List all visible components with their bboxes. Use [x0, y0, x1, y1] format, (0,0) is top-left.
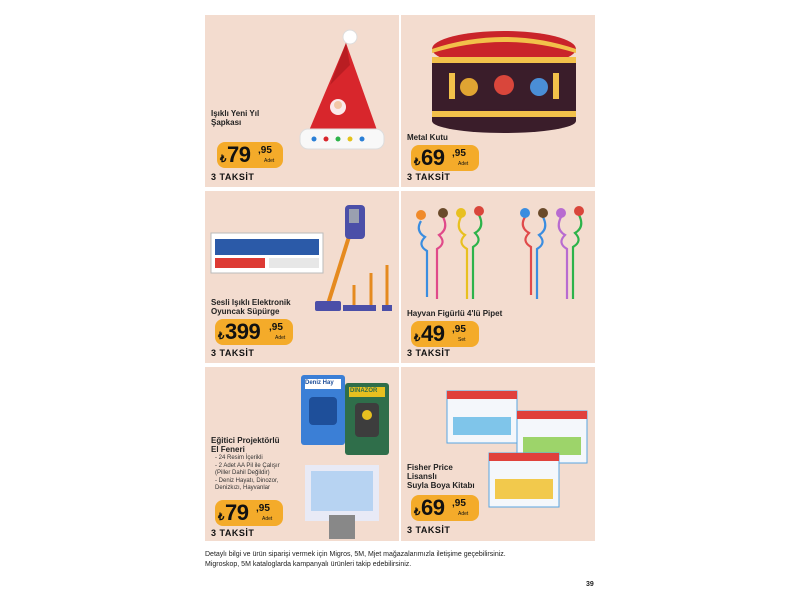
package-label-dinozor: DINAZOR — [350, 388, 378, 394]
coloring-book-image — [445, 389, 591, 509]
product-name: Metal Kutu — [407, 133, 448, 142]
price-decimal: ,95 — [269, 322, 283, 333]
currency-symbol: ₺ — [414, 333, 421, 344]
price-integer: 79 — [225, 500, 249, 525]
product-card-projector-flashlight[interactable] — [205, 367, 399, 541]
price-unit: Adet — [264, 158, 275, 164]
footer-line-2: Migroskop, 5M kataloglarda kampanyalı ürünleri takip edebilirsiniz. — [205, 560, 412, 568]
price-badge — [217, 142, 283, 168]
price-integer: 49 — [421, 321, 445, 346]
price-unit: Adet — [275, 335, 286, 341]
product-card-christmas-hat[interactable] — [205, 15, 399, 187]
product-card-toy-vacuum[interactable] — [205, 191, 399, 363]
currency-symbol: ₺ — [220, 154, 227, 165]
installment-label: 3 TAKSİT — [407, 525, 451, 535]
price-decimal: ,95 — [256, 503, 270, 514]
price-integer: 69 — [421, 495, 445, 520]
product-name: Fisher Price Lisanslı Suyla Boya Kitabı — [407, 463, 475, 490]
product-features: - 24 Resim İçerikli - 2 Adet AA Pil ile Çalışır (Piller Dahil Değildir) - Deniz Hayatı, Dinozor, Denizkızı, Hayvanlar — [215, 455, 280, 491]
installment-label: 3 TAKSİT — [211, 348, 255, 358]
christmas-hat-image — [290, 25, 385, 160]
price-decimal: ,95 — [258, 145, 272, 156]
price-decimal: ,95 — [452, 498, 466, 509]
product-name: Işıklı Yeni Yıl Şapkası — [211, 109, 260, 127]
price-integer: 69 — [421, 145, 445, 170]
product-card-coloring-book[interactable] — [401, 367, 595, 541]
projector-flashlight-image — [295, 375, 395, 541]
price-badge — [215, 500, 283, 526]
animal-straws-image — [407, 203, 592, 303]
price-unit: Adet — [262, 516, 273, 522]
price-badge — [215, 319, 293, 345]
currency-symbol: ₺ — [414, 507, 421, 518]
product-card-metal-box[interactable] — [401, 15, 595, 187]
product-name: Eğitici Projektörlü El Feneri — [211, 436, 280, 454]
installment-label: 3 TAKSİT — [407, 172, 451, 182]
footer-line-1: Detaylı bilgi ve ürün siparişi vermek için Migros, 5M, Mjet mağazalarımızla iletişime geçebilirsiniz. — [205, 551, 506, 558]
product-card-animal-straws[interactable] — [401, 191, 595, 363]
metal-box-image — [429, 25, 579, 135]
currency-symbol: ₺ — [218, 512, 225, 523]
installment-label: 3 TAKSİT — [211, 528, 255, 538]
package-label-deniz: Deniz Hay — [305, 380, 334, 386]
currency-symbol: ₺ — [218, 331, 225, 342]
price-decimal: ,95 — [452, 148, 466, 159]
price-badge — [411, 495, 479, 521]
price-decimal: ,95 — [452, 324, 466, 335]
price-integer: 399 — [225, 319, 261, 344]
price-integer: 79 — [227, 142, 251, 167]
price-unit: Adet — [458, 511, 469, 517]
footer-note — [205, 550, 595, 569]
price-unit: Adet — [458, 161, 469, 167]
product-name: Hayvan Figürlü 4'lü Pipet — [407, 309, 503, 318]
price-unit: Set — [458, 337, 466, 343]
price-badge — [411, 145, 479, 171]
currency-symbol: ₺ — [414, 157, 421, 168]
product-name: Sesli Işıklı Elektronik Oyuncak Süpürge — [211, 298, 291, 316]
price-badge — [411, 321, 479, 347]
installment-label: 3 TAKSİT — [407, 348, 451, 358]
page-number: 39 — [586, 581, 594, 588]
installment-label: 3 TAKSİT — [211, 172, 255, 182]
